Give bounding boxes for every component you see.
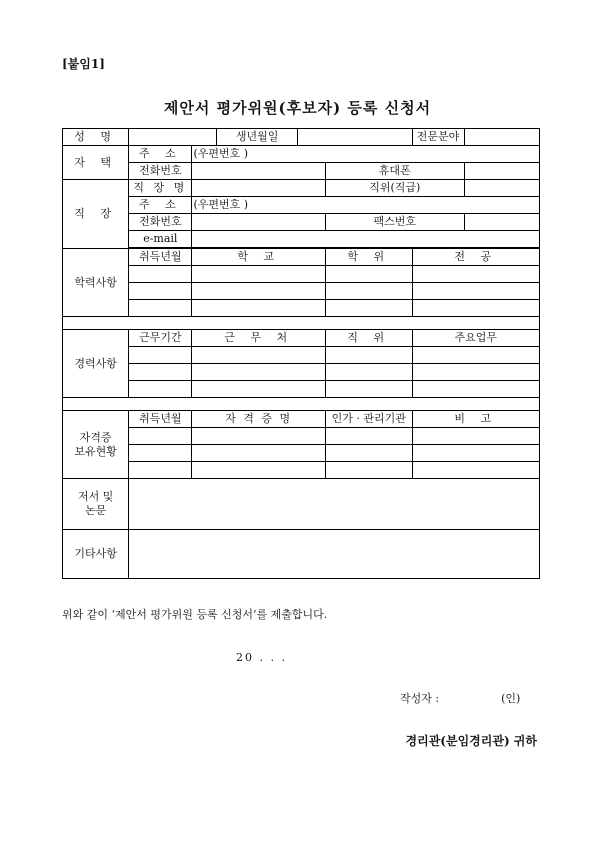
education-cell[interactable] [129, 283, 192, 300]
license-cell[interactable] [129, 462, 192, 479]
work-category: 직 장 [63, 180, 129, 249]
work-email-label: e-mail [129, 231, 192, 248]
education-header-date: 취득년월 [129, 249, 192, 266]
career-cell[interactable] [325, 381, 412, 398]
license-row [63, 462, 540, 479]
work-phone-field[interactable] [192, 214, 326, 231]
education-header-school: 학 교 [192, 249, 326, 266]
license-cell[interactable] [129, 428, 192, 445]
work-phone-label: 전화번호 [129, 214, 192, 231]
etc-field[interactable] [129, 530, 540, 579]
home-mobile-field[interactable] [464, 163, 539, 180]
education-cell[interactable] [192, 300, 326, 317]
work-position-field[interactable] [464, 180, 539, 197]
registration-form-table [62, 128, 540, 579]
license-cell[interactable] [325, 445, 412, 462]
education-cell[interactable] [412, 266, 539, 283]
papers-category [63, 479, 129, 530]
license-category [63, 411, 129, 479]
writer-line [400, 690, 520, 706]
career-cell[interactable] [325, 347, 412, 364]
work-email-field[interactable] [192, 231, 540, 248]
career-cell[interactable] [129, 364, 192, 381]
career-cell[interactable] [192, 364, 326, 381]
education-cell[interactable] [325, 283, 412, 300]
work-fax-label: 팩스번호 [325, 214, 464, 231]
career-cell[interactable] [412, 347, 539, 364]
home-address-label: 주 소 [129, 146, 192, 163]
name-label: 성 명 [63, 129, 129, 146]
license-cell[interactable] [325, 428, 412, 445]
field-value[interactable] [464, 129, 539, 146]
career-row [63, 364, 540, 381]
papers-category-line1: 저서 및 [77, 490, 114, 503]
home-phone-field[interactable] [192, 163, 326, 180]
career-cell[interactable] [412, 381, 539, 398]
education-row [63, 283, 540, 300]
license-row [63, 445, 540, 462]
license-cell[interactable] [192, 445, 326, 462]
seal-label: (인) [501, 692, 521, 705]
work-position-label: 직위(직급) [325, 180, 464, 197]
work-company-field[interactable] [192, 180, 326, 197]
education-cell[interactable] [412, 283, 539, 300]
career-category: 경력사항 [63, 330, 129, 398]
education-header-major: 전 공 [412, 249, 539, 266]
career-header-duty: 주요업무 [412, 330, 539, 347]
birth-label: 생년월일 [216, 129, 298, 146]
license-category-line1: 자격증 [79, 430, 112, 444]
education-cell[interactable] [129, 266, 192, 283]
license-header-date: 취득년월 [129, 411, 192, 428]
license-header-remarks: 비 고 [412, 411, 539, 428]
license-cell[interactable] [192, 462, 326, 479]
license-category-line2: 보유현황 [74, 444, 117, 458]
career-row [63, 347, 540, 364]
education-header-degree: 학 위 [325, 249, 412, 266]
license-cell[interactable] [325, 462, 412, 479]
career-header-period: 근무기간 [129, 330, 192, 347]
field-label: 전문분야 [412, 129, 464, 146]
birth-field[interactable] [298, 129, 412, 146]
writer-label: 작성자 : [400, 692, 440, 705]
license-header-authority: 인가 · 관리기관 [325, 411, 412, 428]
papers-category-line2: 논문 [84, 504, 107, 517]
work-fax-field[interactable] [464, 214, 539, 231]
home-mobile-label: 휴대폰 [325, 163, 464, 180]
home-category: 자 택 [63, 146, 129, 180]
work-address-field[interactable]: (우편번호 ) [192, 197, 540, 214]
license-cell[interactable] [412, 445, 539, 462]
career-header-workplace: 근 무 처 [192, 330, 326, 347]
date-line: 20 . . . [236, 651, 287, 664]
addressee: 경리관(분임경리관) 귀하 [405, 734, 537, 748]
education-cell[interactable] [325, 300, 412, 317]
career-cell[interactable] [192, 381, 326, 398]
license-header-name: 자 격 증 명 [192, 411, 326, 428]
submission-statement: 위와 같이 ‘제안서 평가위원 등록 신청서’를 제출합니다. [62, 608, 328, 621]
career-row [63, 381, 540, 398]
career-cell[interactable] [129, 381, 192, 398]
education-category: 학력사항 [63, 249, 129, 317]
license-cell[interactable] [192, 428, 326, 445]
career-cell[interactable] [129, 347, 192, 364]
home-address-field[interactable]: (우편번호 ) [192, 146, 540, 163]
education-row [63, 300, 540, 317]
license-row [63, 428, 540, 445]
education-cell[interactable] [129, 300, 192, 317]
license-cell[interactable] [129, 445, 192, 462]
career-cell[interactable] [325, 364, 412, 381]
license-cell[interactable] [412, 462, 539, 479]
education-row [63, 266, 540, 283]
career-cell[interactable] [412, 364, 539, 381]
work-address-label: 주 소 [129, 197, 192, 214]
section-gap [63, 398, 540, 411]
career-header-position: 직 위 [325, 330, 412, 347]
education-cell[interactable] [412, 300, 539, 317]
attachment-label: [붙임1] [62, 57, 105, 71]
name-field[interactable] [129, 129, 217, 146]
education-cell[interactable] [325, 266, 412, 283]
papers-field[interactable] [129, 479, 540, 530]
section-gap [63, 317, 540, 330]
document-title: 제안서 평가위원(후보자) 등록 신청서 [163, 99, 432, 117]
career-cell[interactable] [192, 347, 326, 364]
license-cell[interactable] [412, 428, 539, 445]
home-phone-label: 전화번호 [129, 163, 192, 180]
education-cell[interactable] [192, 266, 326, 283]
education-cell[interactable] [192, 283, 326, 300]
etc-category: 기타사항 [63, 530, 129, 579]
work-company-label: 직 장 명 [129, 180, 192, 197]
